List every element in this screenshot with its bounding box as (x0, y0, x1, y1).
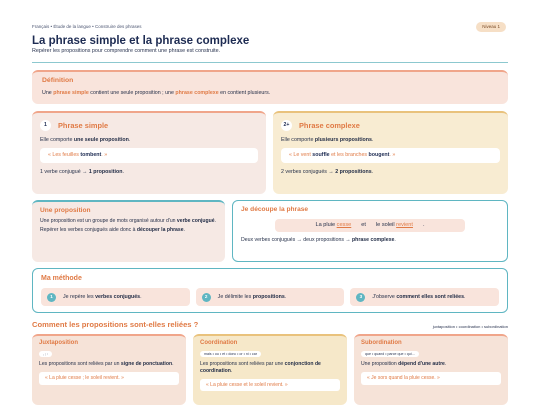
subordinators-tag: que • quand • parce que • qui… (361, 351, 419, 358)
step-number: 2 (202, 293, 211, 302)
text-part: Je délimite les (217, 293, 253, 300)
text-strong: phrase complexe (352, 236, 395, 243)
text-part: . (122, 168, 124, 175)
proposition-tip (40, 227, 217, 234)
simple-number-badge: 1 (40, 120, 51, 131)
definition-text (42, 90, 498, 97)
simple-sentence-card (32, 111, 266, 194)
text-part: Repérer les verbes conjugués aide donc à (40, 227, 137, 234)
simple-title: Phrase simple (58, 120, 109, 130)
method-title: Ma méthode (41, 275, 82, 282)
complex-example (281, 148, 500, 163)
subordination-card (354, 334, 508, 405)
clause-verb: cesse (336, 221, 352, 228)
example-part: « Les feuilles (48, 151, 81, 158)
definition-part: contient une seule proposition ; une (88, 89, 176, 96)
text-part: . (128, 137, 131, 143)
conjunction: et (361, 221, 366, 228)
relations-legend: juxtaposition • coordination • subordination (432, 324, 508, 329)
coordination-title: Coordination (200, 340, 238, 346)
keyword-complexe: phrase complexe (175, 89, 219, 96)
clause-part: La pluie (315, 221, 337, 228)
juxtaposition-example: « La pluie cesse ; le soleil revient. » (39, 372, 179, 385)
text-strong: découper la phrase (136, 227, 184, 234)
text-strong: 1 proposition (88, 168, 123, 175)
text-part: . (444, 361, 447, 368)
example-part: . » (101, 151, 108, 158)
method-card (32, 268, 508, 313)
text-part: . (371, 168, 374, 175)
text-part: J'observe (372, 293, 397, 300)
text-strong: propositions (252, 293, 285, 300)
coordination-card (193, 334, 347, 405)
text-strong: verbes conjugués (95, 293, 141, 300)
text-part: Une proposition (361, 361, 399, 368)
complex-count (281, 169, 500, 176)
complex-number-badge: 2+ (281, 120, 292, 131)
definition-part: en contient plusieurs. (218, 89, 271, 96)
juxtaposition-card (32, 334, 186, 405)
text-part: . (284, 293, 287, 300)
simple-description (40, 137, 258, 144)
text-part: . (464, 293, 466, 300)
proposition-definition (40, 218, 217, 225)
subordination-text (361, 361, 501, 368)
text-part: . (230, 368, 233, 375)
complex-description (281, 137, 500, 144)
text-part: . (214, 217, 216, 224)
coordination-text (200, 361, 340, 374)
text-part: . (371, 137, 374, 143)
text-part: . (172, 361, 174, 368)
coordination-example: « La pluie cesse et le soleil revient. » (200, 379, 340, 392)
split-title: Je découpe la phrase (241, 206, 309, 213)
proposition-card (32, 200, 225, 262)
text-strong: signe de ponctuation (120, 361, 173, 368)
step-number: 1 (47, 293, 56, 302)
proposition-title: Une proposition (40, 207, 91, 214)
text-part: . (394, 236, 396, 243)
relations-title: Comment les propositions sont-elles reliées ? (32, 320, 199, 329)
method-step (41, 288, 190, 306)
text-part: 1 verbe conjugué → (40, 168, 89, 175)
text-part: . (183, 227, 185, 234)
simple-count (40, 169, 258, 176)
text-part: 2 verbes conjugués → (281, 168, 336, 175)
clause-verb: revient (396, 221, 413, 228)
example-part: « Le vent (289, 151, 313, 158)
text-strong: verbe conjugué (176, 217, 215, 224)
split-conclusion (241, 237, 499, 244)
text-part: Deux verbes conjugués → deux propositions → (241, 236, 353, 243)
simple-example (40, 148, 258, 163)
definition-part: Une (42, 89, 54, 96)
subordination-example: « Je sors quand la pluie cesse. » (361, 372, 501, 385)
method-step (196, 288, 345, 306)
step-number: 3 (356, 293, 365, 302)
text-part: Les propositions sont reliées par une (200, 361, 285, 368)
text-part: . (140, 293, 142, 300)
conjunctions-tag: mais • ou • et • donc • or • ni • car (200, 351, 261, 358)
clause-part: . (422, 221, 425, 228)
split-sentence-example (275, 219, 465, 232)
example-verb: souffle (312, 151, 330, 158)
text-strong: 2 propositions (335, 168, 372, 175)
text-part: Je repère les (63, 293, 96, 300)
breadcrumb[interactable]: Français • Étude de la langue • Construire des phrases (32, 24, 142, 29)
method-step (350, 288, 499, 306)
text-strong: comment elles sont reliées (396, 293, 465, 300)
juxtaposition-title: Juxtaposition (39, 340, 79, 346)
punctuation-tag: , ; : (39, 351, 52, 358)
page-subtitle: Repérer les propositions pour comprendre comment une phrase est construite. (32, 48, 221, 54)
subordination-title: Subordination (361, 340, 402, 346)
example-verb: bougent (368, 151, 390, 158)
complex-title: Phrase complexe (299, 120, 360, 130)
header-divider (32, 62, 508, 63)
text-strong: une seule proposition (73, 137, 129, 143)
text-strong: conjonction de coordination (200, 361, 321, 375)
keyword-simple: phrase simple (53, 89, 89, 96)
text-strong: dépend d'une autre (398, 361, 445, 368)
split-sentence-card (232, 200, 508, 262)
example-verb: tombent (80, 151, 102, 158)
example-part: et les branches (329, 151, 369, 158)
clause-part: le soleil (375, 221, 397, 228)
juxtaposition-text (39, 361, 179, 368)
complex-sentence-card (273, 111, 508, 194)
definition-card (32, 70, 508, 104)
level-badge: Niveau 1 (476, 22, 506, 32)
text-part: Les propositions sont reliées par un (39, 361, 121, 368)
definition-title: Définition (42, 77, 74, 84)
text-strong: plusieurs propositions (314, 137, 372, 143)
text-part: Une proposition est un groupe de mots organisé autour d'un (40, 217, 177, 224)
page-title: La phrase simple et la phrase complexe (32, 35, 250, 47)
text-part: Elle comporte (281, 137, 315, 143)
text-part: Elle comporte (40, 137, 74, 143)
example-part: . » (389, 151, 396, 158)
